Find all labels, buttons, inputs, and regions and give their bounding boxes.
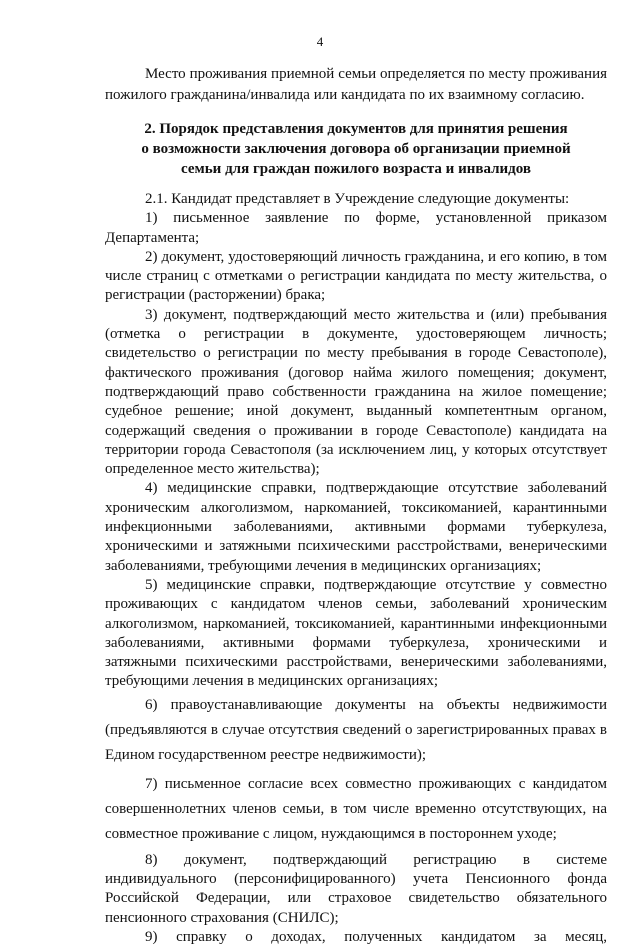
section-title-line: семьи для граждан пожилого возраста и инвалидов: [181, 161, 531, 177]
list-item-8: 8) документ, подтверждающий регистрацию в системе индивидуального (персонифицированного) учета Пенсионного фонда Российской Федерации, или страховое свидетельство обязательного пенсионного страхования (СНИЛС);: [105, 851, 607, 926]
list-item-7: 7) письменное согласие всех совместно проживающих с кандидатом совершеннолетних членов семьи, в том числе временно отсутствующих, на совместное проживание с лицом, нуждающимся в постороннем уходе;: [105, 775, 607, 842]
list-item-1: 1) письменное заявление по форме, установленной приказом Департамента;: [105, 210, 607, 246]
page-number: 4: [316, 34, 324, 49]
list-item-6: 6) правоустанавливающие документы на объекты недвижимости (предъявляются в случае отсутствия сведений о зарегистрированных правах в Едином государственном реестре недвижимости);: [105, 696, 607, 763]
list-item-2: 2) документ, удостоверяющий личность гражданина, и его копию, в том числе страниц с отметками о регистрации кандидата по месту жительства, о регистрации (расторжении) брака;: [105, 248, 607, 304]
section-title-line: о возможности заключения договора об организации приемной: [141, 141, 571, 157]
list-item-3: 3) документ, подтверждающий место жительства и (или) пребывания (отметка о регистрации в документе, удостоверяющем личность; свидетельство о регистрации по месту пребывания в городе Севастополе), фактического проживания (договор найма жилого помещения; документ, подтверждающий право собственности гражданина на жилое помещение; судебное решение; иной документ, выданный компетентным органом, содержащий сведения о проживании в городе Севастополе) кандидата на территории города Севастополя (за исключением лиц, у которых отсутствует определенное место жительства);: [105, 306, 607, 478]
list-item-9: 9) справку о доходах, полученных кандидатом за месяц,: [145, 928, 607, 945]
section-title-line: 2. Порядок представления документов для принятия решения: [144, 121, 568, 137]
paragraph-2-1: 2.1. Кандидат представляет в Учреждение следующие документы:: [145, 191, 570, 207]
section-title: [105, 119, 607, 179]
list-item-4: 4) медицинские справки, подтверждающие отсутствие заболеваний хроническим алкоголизмом, наркоманией, токсикоманией, карантинными инфекционными заболеваниями, активными формами туберкулеза, хроническими и затяжными психическими расстройствами, венерическими заболеваниями, требующими лечения в медицинских организациях;: [105, 480, 607, 574]
intro-paragraph: Место проживания приемной семьи определяется по месту проживания пожилого гражданина/инвалида или кандидата по их взаимному согласию.: [105, 66, 607, 103]
document-body: [105, 190, 607, 947]
list-item-5: 5) медицинские справки, подтверждающие отсутствие у совместно проживающих с кандидатом членов семьи, заболеваний хроническим алкоголизмом, наркоманией, токсикоманией, карантинными инфекционными заболеваниями, активными формами туберкулеза, хроническими и затяжными психическими расстройствами, венерическими заболеваниями, требующими лечения в медицинских организациях;: [105, 576, 607, 690]
